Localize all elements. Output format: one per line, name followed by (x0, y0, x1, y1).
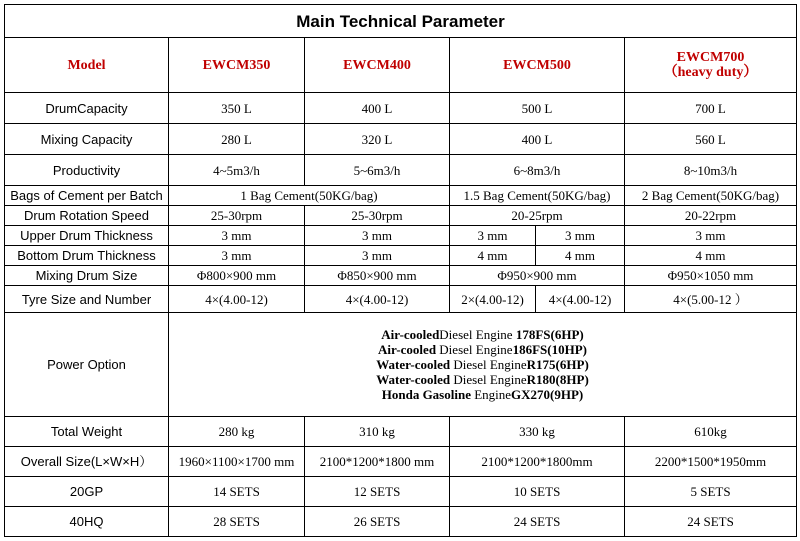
cell: 560 L (625, 124, 797, 155)
cell: 3 mm (169, 246, 305, 266)
cell: 4~5m3/h (169, 155, 305, 186)
engine-type: Diesel Engine (450, 372, 527, 387)
model-ewcm400: EWCM400 (305, 38, 450, 93)
technical-parameter-table (4, 4, 797, 537)
row-label: 20GP (5, 477, 169, 507)
cell: 3 mm (305, 226, 450, 246)
model-row (5, 38, 797, 93)
cell: Φ950×1050 mm (625, 266, 797, 286)
cell: 2200*1500*1950mm (625, 447, 797, 477)
cooling-type: Water-cooled (376, 357, 451, 372)
cooling-type: Air-cooled (378, 342, 437, 357)
cell: 320 L (305, 124, 450, 155)
cell: 4×(4.00-12) (169, 286, 305, 313)
cell: 400 L (305, 93, 450, 124)
table-row (5, 226, 797, 246)
table-row (5, 246, 797, 266)
power-option-row (5, 313, 797, 417)
table-row (5, 155, 797, 186)
cell: 24 SETS (450, 507, 625, 537)
power-option-line (171, 342, 794, 357)
cell: 2100*1200*1800 mm (305, 447, 450, 477)
power-option-line (171, 387, 794, 402)
cell: 280 kg (169, 417, 305, 447)
cell: 12 SETS (305, 477, 450, 507)
cooling-type: Air-cooled (381, 327, 440, 342)
row-label: Overall Size(L×W×H） (5, 447, 169, 477)
cell: 6~8m3/h (450, 155, 625, 186)
cell: 26 SETS (305, 507, 450, 537)
row-label: Upper Drum Thickness (5, 226, 169, 246)
engine-type: Engine (470, 387, 512, 402)
cell: 20-22rpm (625, 206, 797, 226)
cell: 3 mm (625, 226, 797, 246)
engine-model: 186FS(10HP) (512, 342, 587, 357)
cell: 5 SETS (625, 477, 797, 507)
title-row (5, 5, 797, 38)
row-label: Tyre Size and Number (5, 286, 169, 313)
cell: 4×(4.00-12) (305, 286, 450, 313)
cell: 330 kg (450, 417, 625, 447)
table-row (5, 124, 797, 155)
cell: 25-30rpm (169, 206, 305, 226)
cell: 1 Bag Cement(50KG/bag) (169, 186, 450, 206)
table-row (5, 186, 797, 206)
table-row (5, 417, 797, 447)
table-title: Main Technical Parameter (5, 5, 797, 38)
cell: 3 mm (536, 226, 625, 246)
row-label: Mixing Capacity (5, 124, 169, 155)
row-label: Productivity (5, 155, 169, 186)
cell: 20-25rpm (450, 206, 625, 226)
cell: 28 SETS (169, 507, 305, 537)
engine-model: R180(8HP) (526, 372, 589, 387)
cell: 2 Bag Cement(50KG/bag) (625, 186, 797, 206)
row-label: Total Weight (5, 417, 169, 447)
table-row (5, 507, 797, 537)
row-label: 40HQ (5, 507, 169, 537)
row-label: DrumCapacity (5, 93, 169, 124)
table-row (5, 93, 797, 124)
cell: 3 mm (450, 226, 536, 246)
cell: 3 mm (169, 226, 305, 246)
cell: 500 L (450, 93, 625, 124)
table-row (5, 447, 797, 477)
table-row (5, 266, 797, 286)
power-option-line (171, 372, 794, 387)
cell: 1960×1100×1700 mm (169, 447, 305, 477)
cell: 4 mm (536, 246, 625, 266)
model-ewcm350: EWCM350 (169, 38, 305, 93)
row-label: Bottom Drum Thickness (5, 246, 169, 266)
cell: 400 L (450, 124, 625, 155)
spec-table-container (4, 4, 796, 537)
model-ewcm700-name: EWCM700 (676, 50, 745, 65)
power-option-list (169, 313, 797, 417)
table-row (5, 477, 797, 507)
engine-model: GX270(9HP) (511, 387, 584, 402)
cell: 24 SETS (625, 507, 797, 537)
power-option-line (171, 327, 794, 342)
table-row (5, 286, 797, 313)
cell: 5~6m3/h (305, 155, 450, 186)
cell: 3 mm (305, 246, 450, 266)
row-label: Drum Rotation Speed (5, 206, 169, 226)
cooling-type: Honda Gasoline (381, 387, 471, 402)
model-ewcm700 (625, 38, 797, 93)
cell: Φ800×900 mm (169, 266, 305, 286)
model-ewcm500: EWCM500 (450, 38, 625, 93)
model-ewcm700-sub: （heavy duty） (663, 65, 758, 80)
engine-model: R175(6HP) (526, 357, 589, 372)
cell: Φ850×900 mm (305, 266, 450, 286)
cell: 700 L (625, 93, 797, 124)
cell: 4×(4.00-12) (536, 286, 625, 313)
cell: 610kg (625, 417, 797, 447)
cooling-type: Water-cooled (376, 372, 451, 387)
cell: 2100*1200*1800mm (450, 447, 625, 477)
cell: 8~10m3/h (625, 155, 797, 186)
engine-type: Diesel Engine (450, 357, 527, 372)
cell: 10 SETS (450, 477, 625, 507)
cell: 14 SETS (169, 477, 305, 507)
cell: 4×(5.00-12 ） (625, 286, 797, 313)
cell: 1.5 Bag Cement(50KG/bag) (450, 186, 625, 206)
table-row (5, 206, 797, 226)
row-label: Power Option (5, 313, 169, 417)
power-option-line (171, 357, 794, 372)
cell: 350 L (169, 93, 305, 124)
cell: 310 kg (305, 417, 450, 447)
cell: 25-30rpm (305, 206, 450, 226)
cell: 4 mm (625, 246, 797, 266)
cell: Φ950×900 mm (450, 266, 625, 286)
row-label: Bags of Cement per Batch (5, 186, 169, 206)
cell: 4 mm (450, 246, 536, 266)
cell: 280 L (169, 124, 305, 155)
engine-model: 178FS(6HP) (515, 327, 584, 342)
engine-type: Diesel Engine (436, 342, 513, 357)
row-label: Mixing Drum Size (5, 266, 169, 286)
cell: 2×(4.00-12) (450, 286, 536, 313)
model-header-label: Model (5, 38, 169, 93)
engine-type: Diesel Engine (439, 327, 516, 342)
